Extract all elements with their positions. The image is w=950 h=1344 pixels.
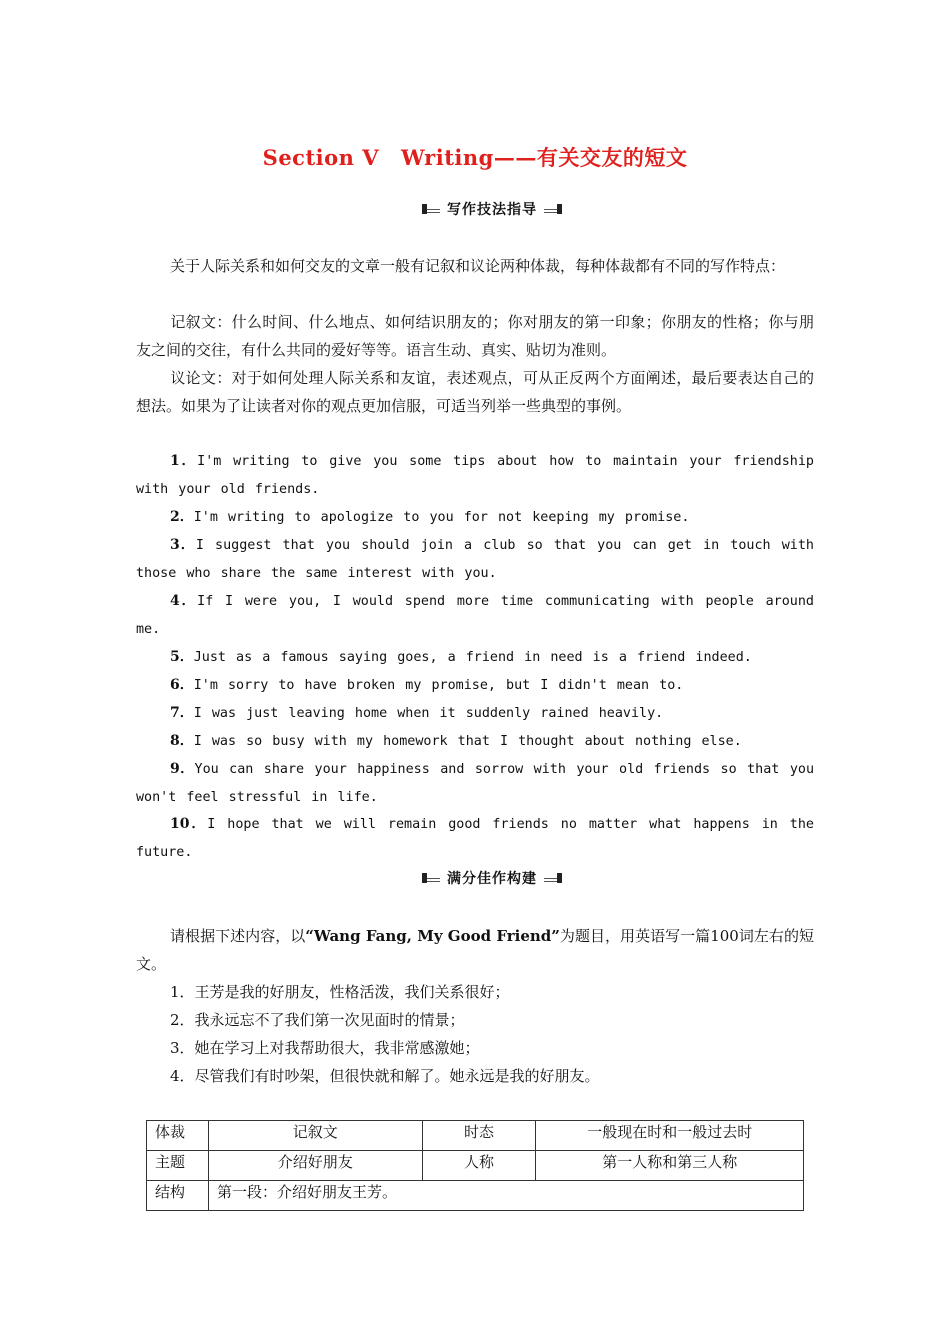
- sentence-item: 1．I'm writing to give you some tips about how to maintain your friendship with your old friends.: [136, 453, 814, 497]
- outline-table: [146, 1120, 804, 1211]
- task-point: 1．王芳是我的好朋友，性格活泼，我们关系很好；: [170, 983, 510, 1001]
- intro-paragraph-2: 记叙文：什么时间、什么地点、如何结识朋友的；你对朋友的第一印象；你朋友的性格；你与朋友之间的交往，有什么共同的爱好等等。语言生动、真实、贴切为准则。: [136, 313, 814, 359]
- sentence-item: 9．You can share your happiness and sorrow with your old friends so that you won't feel stressful in life.: [136, 761, 815, 805]
- table-cell: 时态: [422, 1121, 536, 1151]
- table-cell: 结构: [147, 1181, 209, 1211]
- sentence-item: 6．I'm sorry to have broken my promise, but I didn't mean to.: [170, 677, 684, 693]
- table-row: [147, 1181, 804, 1211]
- table-cell: 记叙文: [208, 1121, 422, 1151]
- banner-label: 满分佳作构建: [440, 868, 544, 890]
- intro-paragraph-1: 关于人际关系和如何交友的文章一般有记叙和议论两种体裁，每种体裁都有不同的写作特点：: [170, 257, 786, 275]
- title-topic: Writing——有关交友的短文: [401, 145, 688, 170]
- sentence-item: 4．If I were you, I would spend more time communicating with people around me.: [136, 593, 814, 637]
- table-cell: 介绍好朋友: [208, 1151, 422, 1181]
- banner-writing-guide: [0, 199, 950, 221]
- sentence-item: 3．I suggest that you should join a club so that you can get in touch with those who share the same interest with you.: [136, 537, 814, 581]
- title-section: Section Ⅴ: [262, 145, 380, 170]
- sentence-item: 10．I hope that we will remain good friends no matter what happens in the future.: [136, 816, 814, 860]
- intro-paragraph-3: 议论文：对于如何处理人际关系和友谊，表述观点，可从正反两个方面阐述，最后要表达自己的想法。如果为了让读者对你的观点更加信服，可适当列举一些典型的事例。: [136, 369, 814, 415]
- table-row: [147, 1121, 804, 1151]
- table-cell: 第一段：介绍好朋友王芳。: [208, 1181, 803, 1211]
- task-point: 2．我永远忘不了我们第一次见面时的情景；: [170, 1011, 465, 1029]
- banner-label: 写作技法指导: [440, 199, 544, 221]
- page-title: [0, 142, 950, 172]
- task-point: 3．她在学习上对我帮助很大，我非常感激她；: [170, 1039, 480, 1057]
- table-cell: 体裁: [147, 1121, 209, 1151]
- banner-model-essay: [0, 868, 950, 890]
- table-cell: 一般现在时和一般过去时: [536, 1121, 804, 1151]
- task-points: [136, 978, 814, 1090]
- sentence-item: 8．I was so busy with my homework that I thought about nothing else.: [170, 733, 742, 749]
- table-row: [147, 1151, 804, 1181]
- sentence-item: 2．I'm writing to apologize to you for not keeping my promise.: [170, 509, 690, 525]
- sentence-item: 7．I was just leaving home when it suddenly rained heavily.: [170, 705, 664, 721]
- table-cell: 第一人称和第三人称: [536, 1151, 804, 1181]
- table-cell: 人称: [422, 1151, 536, 1181]
- sentence-item: 5．Just as a famous saying goes, a friend in need is a friend indeed.: [170, 649, 752, 665]
- task-prompt: 请根据下述内容，以“Wang Fang, My Good Friend”为题目，用英语写一篇100词左右的短文。: [136, 927, 814, 973]
- task-point: 4．尽管我们有时吵架，但很快就和解了。她永远是我的好朋友。: [170, 1067, 600, 1085]
- table-cell: 主题: [147, 1151, 209, 1181]
